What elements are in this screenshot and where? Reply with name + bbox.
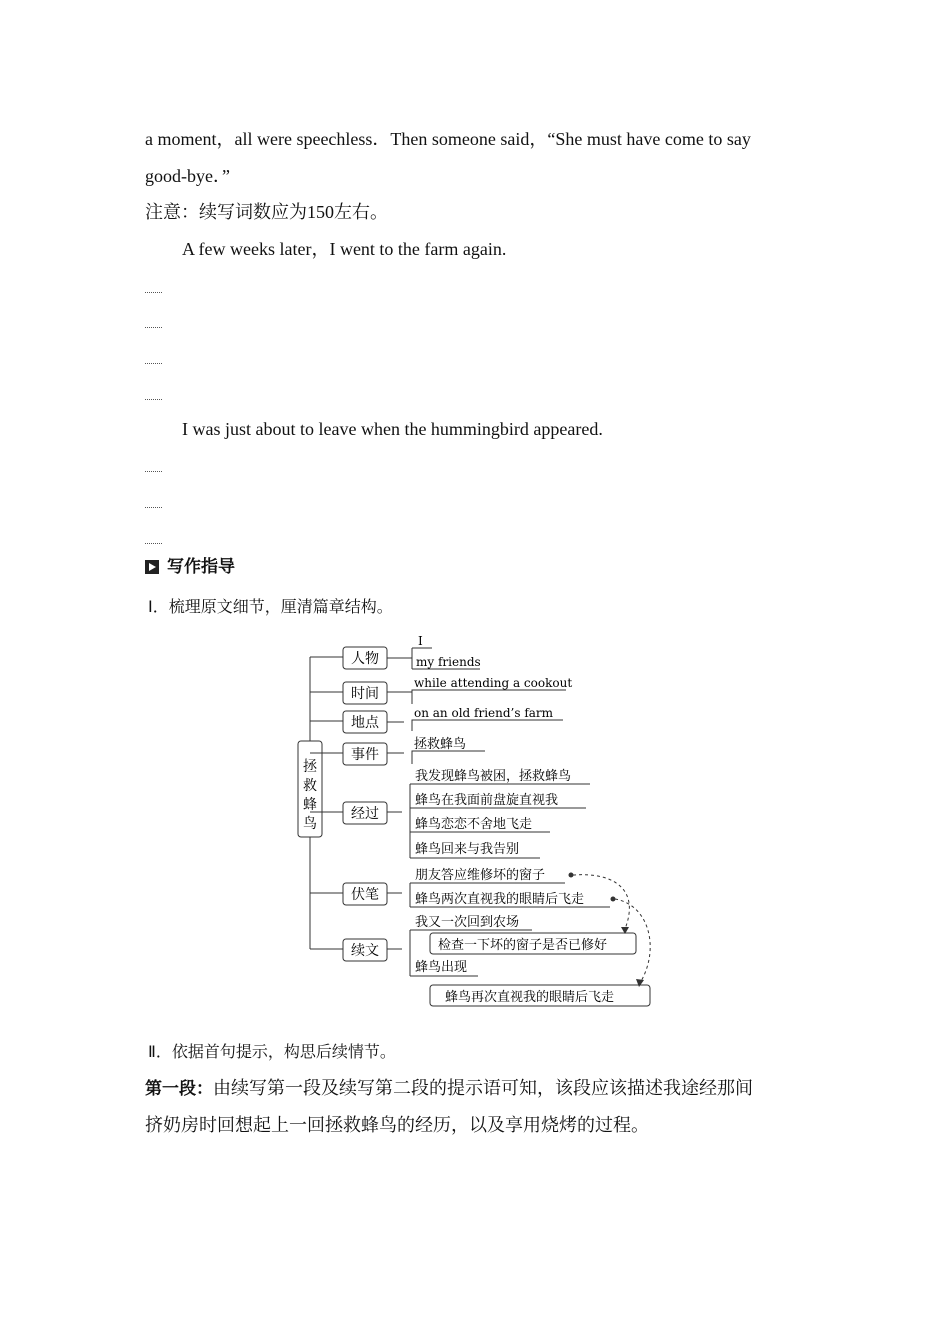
root-char-4: 鸟 [303,816,317,832]
section-title: 写作指导 [167,557,235,577]
word-count-note: 注意：续写词数应为150左右。 [145,202,388,222]
paragraph-1-prompt: A few weeks later，I went to the farm again. [182,239,507,259]
continuation-item: 检查一下坏的窗子是否已修好 [438,938,608,953]
node-continuation: 续文 [351,943,379,959]
root-char-2: 救 [303,778,317,794]
passage-line-2: good-bye．” [145,166,230,186]
foreshadow-item: 朋友答应维修坏的窗子 [415,868,546,883]
paragraph-guidance-text: 由续写第一段及续写第二段的提示语可知，该段应该描述我途经那间 [213,1078,753,1098]
paragraph-guidance-line-2: 挤奶房时回想起上一回拯救蜂鸟的经历，以及享用烧烤的过程。 [145,1115,649,1135]
place-item: on an old friend’s farm [414,706,554,720]
process-item: 我发现蜂鸟被困，拯救蜂鸟 [415,769,572,784]
event-item: 拯救蜂鸟 [414,737,467,752]
node-place: 地点 [351,715,379,731]
node-time: 时间 [351,686,379,702]
step-2-heading: Ⅱ．依据首句提示，构思后续情节。 [148,1042,396,1061]
paragraph-label: 第一段： [145,1079,213,1099]
step-1-heading: Ⅰ．梳理原文细节，厘清篇章结构。 [148,597,393,616]
paragraph-guidance [145,1077,753,1100]
process-item: 蜂鸟回来与我告别 [415,842,520,857]
node-event: 事件 [351,747,379,763]
continuation-item: 我又一次回到农场 [415,915,520,930]
node-characters: 人物 [351,651,379,667]
root-char-3: 蜂 [303,797,317,813]
character-item: my friends [416,655,481,669]
character-item: I [418,634,423,648]
continuation-item: 蜂鸟出现 [415,960,468,975]
passage-line-1: a moment，all were speechless．Then someone said，“She must have come to say [145,129,751,149]
root-char-1: 拯 [303,759,317,775]
time-item: while attending a cookout [414,676,573,690]
foreshadow-item: 蜂鸟两次直视我的眼睛后飞走 [415,892,585,907]
node-process: 经过 [351,806,379,822]
paragraph-2-prompt: I was just about to leave when the hummingbird appeared. [182,419,603,439]
node-foreshadow: 伏笔 [351,887,379,903]
continuation-item: 蜂鸟再次直视我的眼睛后飞走 [445,990,615,1005]
process-item: 蜂鸟在我面前盘旋直视我 [415,793,559,808]
process-item: 蜂鸟恋恋不舍地飞走 [415,817,533,832]
